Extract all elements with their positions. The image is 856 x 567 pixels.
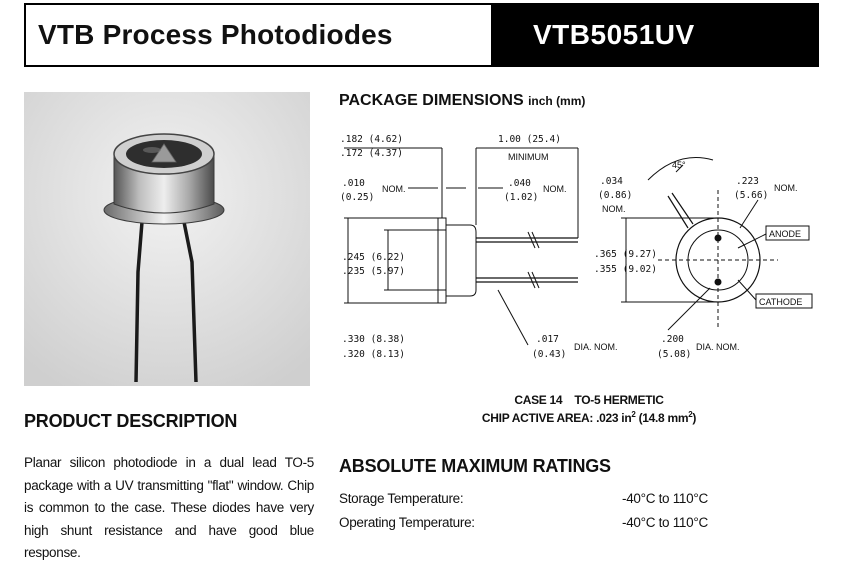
dim-lead-nom-mm: (1.02) bbox=[504, 192, 539, 203]
dim-lead-dia-mm: (0.43) bbox=[532, 349, 567, 360]
dim-pin-circle-label: DIA. NOM. bbox=[696, 342, 740, 352]
banner-title-area bbox=[26, 5, 491, 65]
dim-tab-width-mm: (5.66) bbox=[734, 190, 769, 201]
dim-body-dia-mm: .172 (4.37) bbox=[340, 148, 403, 159]
dim-lead-nom-label: NOM. bbox=[543, 184, 567, 194]
dim-tab-label: NOM. bbox=[602, 204, 626, 214]
dim-window-in: .245 (6.22) bbox=[342, 252, 405, 263]
dim-can-dia-in: .365 (9.27) bbox=[594, 249, 657, 260]
to5-dimension-svg bbox=[338, 120, 838, 385]
dim-tab-mm: (0.86) bbox=[598, 190, 633, 201]
dim-flange-nom-label: NOM. bbox=[382, 184, 406, 194]
part-number: VTB5051UV bbox=[533, 19, 695, 50]
part-number-area bbox=[491, 5, 817, 65]
dim-pin-circle-mm: (5.08) bbox=[657, 349, 692, 360]
dim-can-dia-mm: .355 (9.02) bbox=[594, 264, 657, 275]
dim-pin-circle-in: .200 bbox=[661, 334, 684, 345]
dim-window-mm: .235 (5.97) bbox=[342, 266, 405, 277]
product-description-heading: PRODUCT DESCRIPTION bbox=[24, 411, 238, 431]
dim-angle: 45° bbox=[672, 160, 686, 170]
dim-tab-width-label: NOM. bbox=[774, 183, 798, 193]
package-dimensions-heading bbox=[339, 92, 585, 110]
product-photo bbox=[24, 92, 310, 386]
product-description-text: Planar silicon photodiode in a dual lead TO-5 package with a UV transmitting "flat" window. Chip is common to the case. These diodes have very high shunt resistance and have good blue response. bbox=[24, 455, 314, 560]
dim-tab-width-in: .223 bbox=[736, 176, 759, 187]
case-type: TO-5 HERMETIC bbox=[574, 393, 664, 407]
page-title: VTB Process Photodiodes bbox=[38, 19, 393, 50]
rating-storage-value: -40°C to 110°C bbox=[622, 491, 708, 506]
photodiode-photo-illustration bbox=[24, 92, 310, 386]
ratings-heading: ABSOLUTE MAXIMUM RATINGS bbox=[339, 456, 611, 476]
chip-area-mm-exp: 2 bbox=[688, 410, 693, 419]
dim-flange-nom-mm: (0.25) bbox=[340, 192, 375, 203]
dim-lead-dia-in: .017 bbox=[536, 334, 559, 345]
dimension-drawing bbox=[338, 120, 838, 385]
dim-flange-dia-in: .330 (8.38) bbox=[342, 334, 405, 345]
dim-tab-in: .034 bbox=[600, 176, 623, 187]
dim-lead-len-note: MINIMUM bbox=[508, 152, 549, 162]
chip-area-label: CHIP ACTIVE AREA: bbox=[481, 411, 594, 425]
cathode-label: CATHODE bbox=[759, 297, 803, 307]
can-outline bbox=[446, 225, 476, 296]
chip-active-area bbox=[339, 410, 839, 425]
rating-storage-label: Storage Temperature: bbox=[339, 491, 464, 506]
dim-lead-dia-label: DIA. NOM. bbox=[574, 342, 618, 352]
case-number: CASE 14 bbox=[514, 393, 563, 407]
dim-body-dia-in: .182 (4.62) bbox=[340, 134, 403, 145]
anode-label: ANODE bbox=[769, 229, 802, 239]
chip-area-in-exp: 2 bbox=[631, 410, 636, 419]
chip-area-close: ) bbox=[692, 411, 697, 425]
package-units: inch (mm) bbox=[528, 94, 586, 108]
rating-operating-label: Operating Temperature: bbox=[339, 515, 475, 530]
package-heading-text: PACKAGE DIMENSIONS bbox=[339, 92, 524, 109]
dim-flange-nom-in: .010 bbox=[342, 178, 365, 189]
dim-lead-len: 1.00 (25.4) bbox=[498, 134, 561, 145]
rating-operating-value: -40°C to 110°C bbox=[622, 515, 708, 530]
dim-flange-dia-mm: .320 (8.13) bbox=[342, 349, 405, 360]
dim-lead-nom-in: .040 bbox=[508, 178, 531, 189]
header-banner bbox=[24, 3, 819, 67]
chip-area-in: .023 in bbox=[596, 411, 632, 425]
chip-area-mm: (14.8 mm bbox=[638, 411, 689, 425]
case-info bbox=[339, 393, 839, 407]
